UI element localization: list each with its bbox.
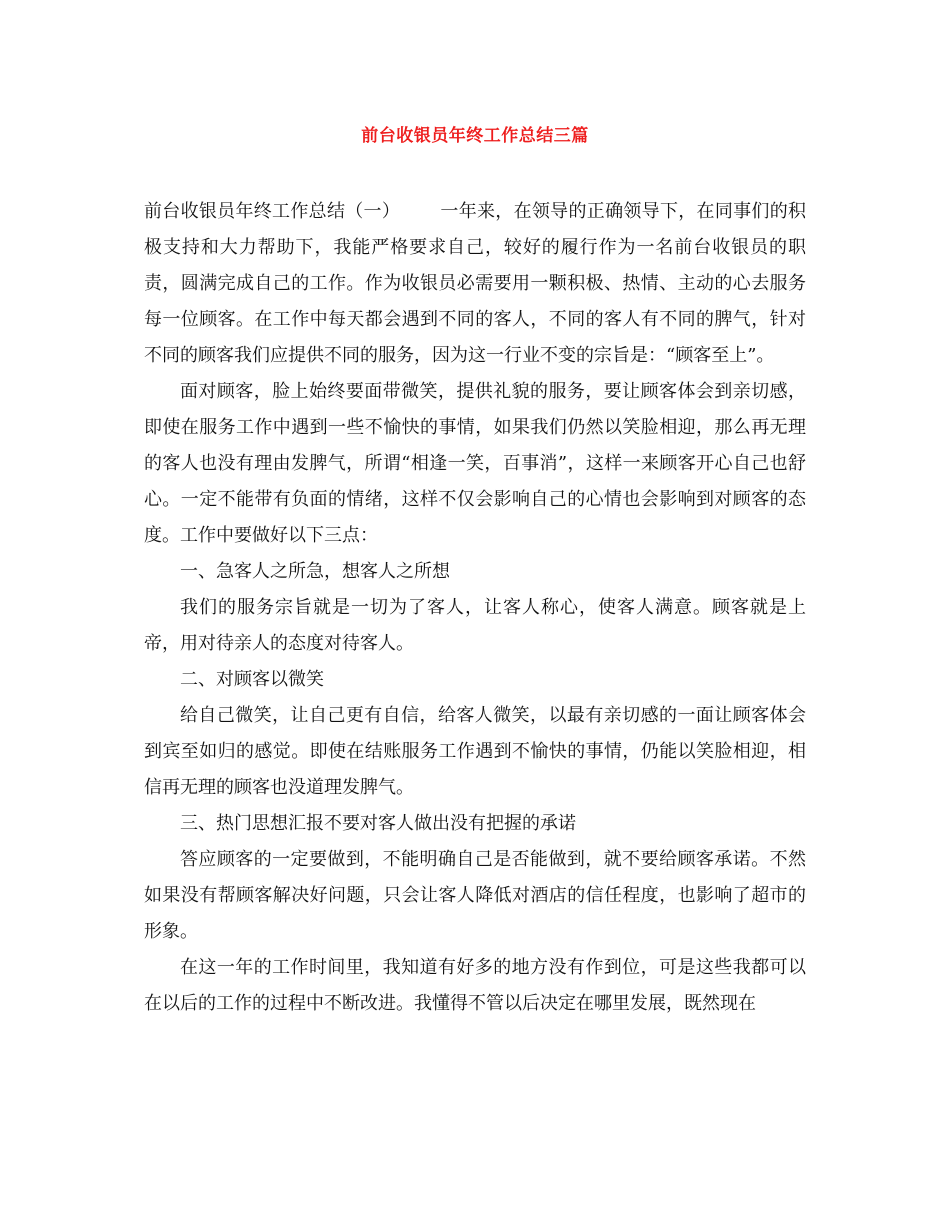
paragraph-2: 面对顾客，脸上始终要面带微笑，提供礼貌的服务，要让顾客体会到亲切感，即使在服务工作中遇到一些不愉快的事情，如果我们仍然以笑脸相迎，那么再无理的客人也没有理由发脾气，所谓“相逢一笑，百事消”，这样一来顾客开心自己也舒心。一定不能带有负面的情绪，这样不仅会影响自己的心情也会影响到对顾客的态度。工作中要做好以下三点： [144,381,806,546]
paragraph-3: 我们的服务宗旨就是一切为了客人，让客人称心，使客人满意。顾客就是上帝，用对待亲人的态度对待客人。 [144,597,806,654]
section-1-heading: 前台收银员年终工作总结（一） [144,201,401,222]
paragraph-4: 给自己微笑，让自己更有自信，给客人微笑，以最有亲切感的一面让顾客体会到宾至如归的感觉。即使在结账服务工作遇到不愉快的事情，仍能以笑脸相迎，相信再无理的顾客也没道理发脾气。 [144,705,806,798]
paragraph-1 [144,194,806,374]
subheading-2: 二、对顾客以微笑 [180,669,324,690]
paragraph-5: 答应顾客的一定要做到，不能明确自己是否能做到，就不要给顾客承诺。不然如果没有帮顾客解决好问题，只会让客人降低对酒店的信任程度，也影响了超市的形象。 [144,849,806,942]
document-body [144,194,806,1022]
subheading-1: 一、急客人之所急，想客人之所想 [180,561,450,582]
paragraph-1-text: 一年来，在领导的正确领导下，在同事们的积极支持和大力帮助下，我能严格要求自己，较好的履行作为一名前台收银员的职责，圆满完成自己的工作。作为收银员必需要用一颗积极、热情、主动的心去服务每一位顾客。在工作中每天都会遇到不同的客人，不同的客人有不同的脾气，针对不同的顾客我们应提供不同的服务，因为这一行业不变的宗旨是：“顾客至上”。 [144,201,807,366]
document-title: 前台收银员年终工作总结三篇 [361,126,589,146]
paragraph-6: 在这一年的工作时间里，我知道有好多的地方没有作到位，可是这些我都可以在以后的工作的过程中不断改进。我懂得不管以后决定在哪里发展，既然现在 [144,957,806,1014]
subheading-3: 三、热门思想汇报不要对客人做出没有把握的承诺 [180,813,576,834]
